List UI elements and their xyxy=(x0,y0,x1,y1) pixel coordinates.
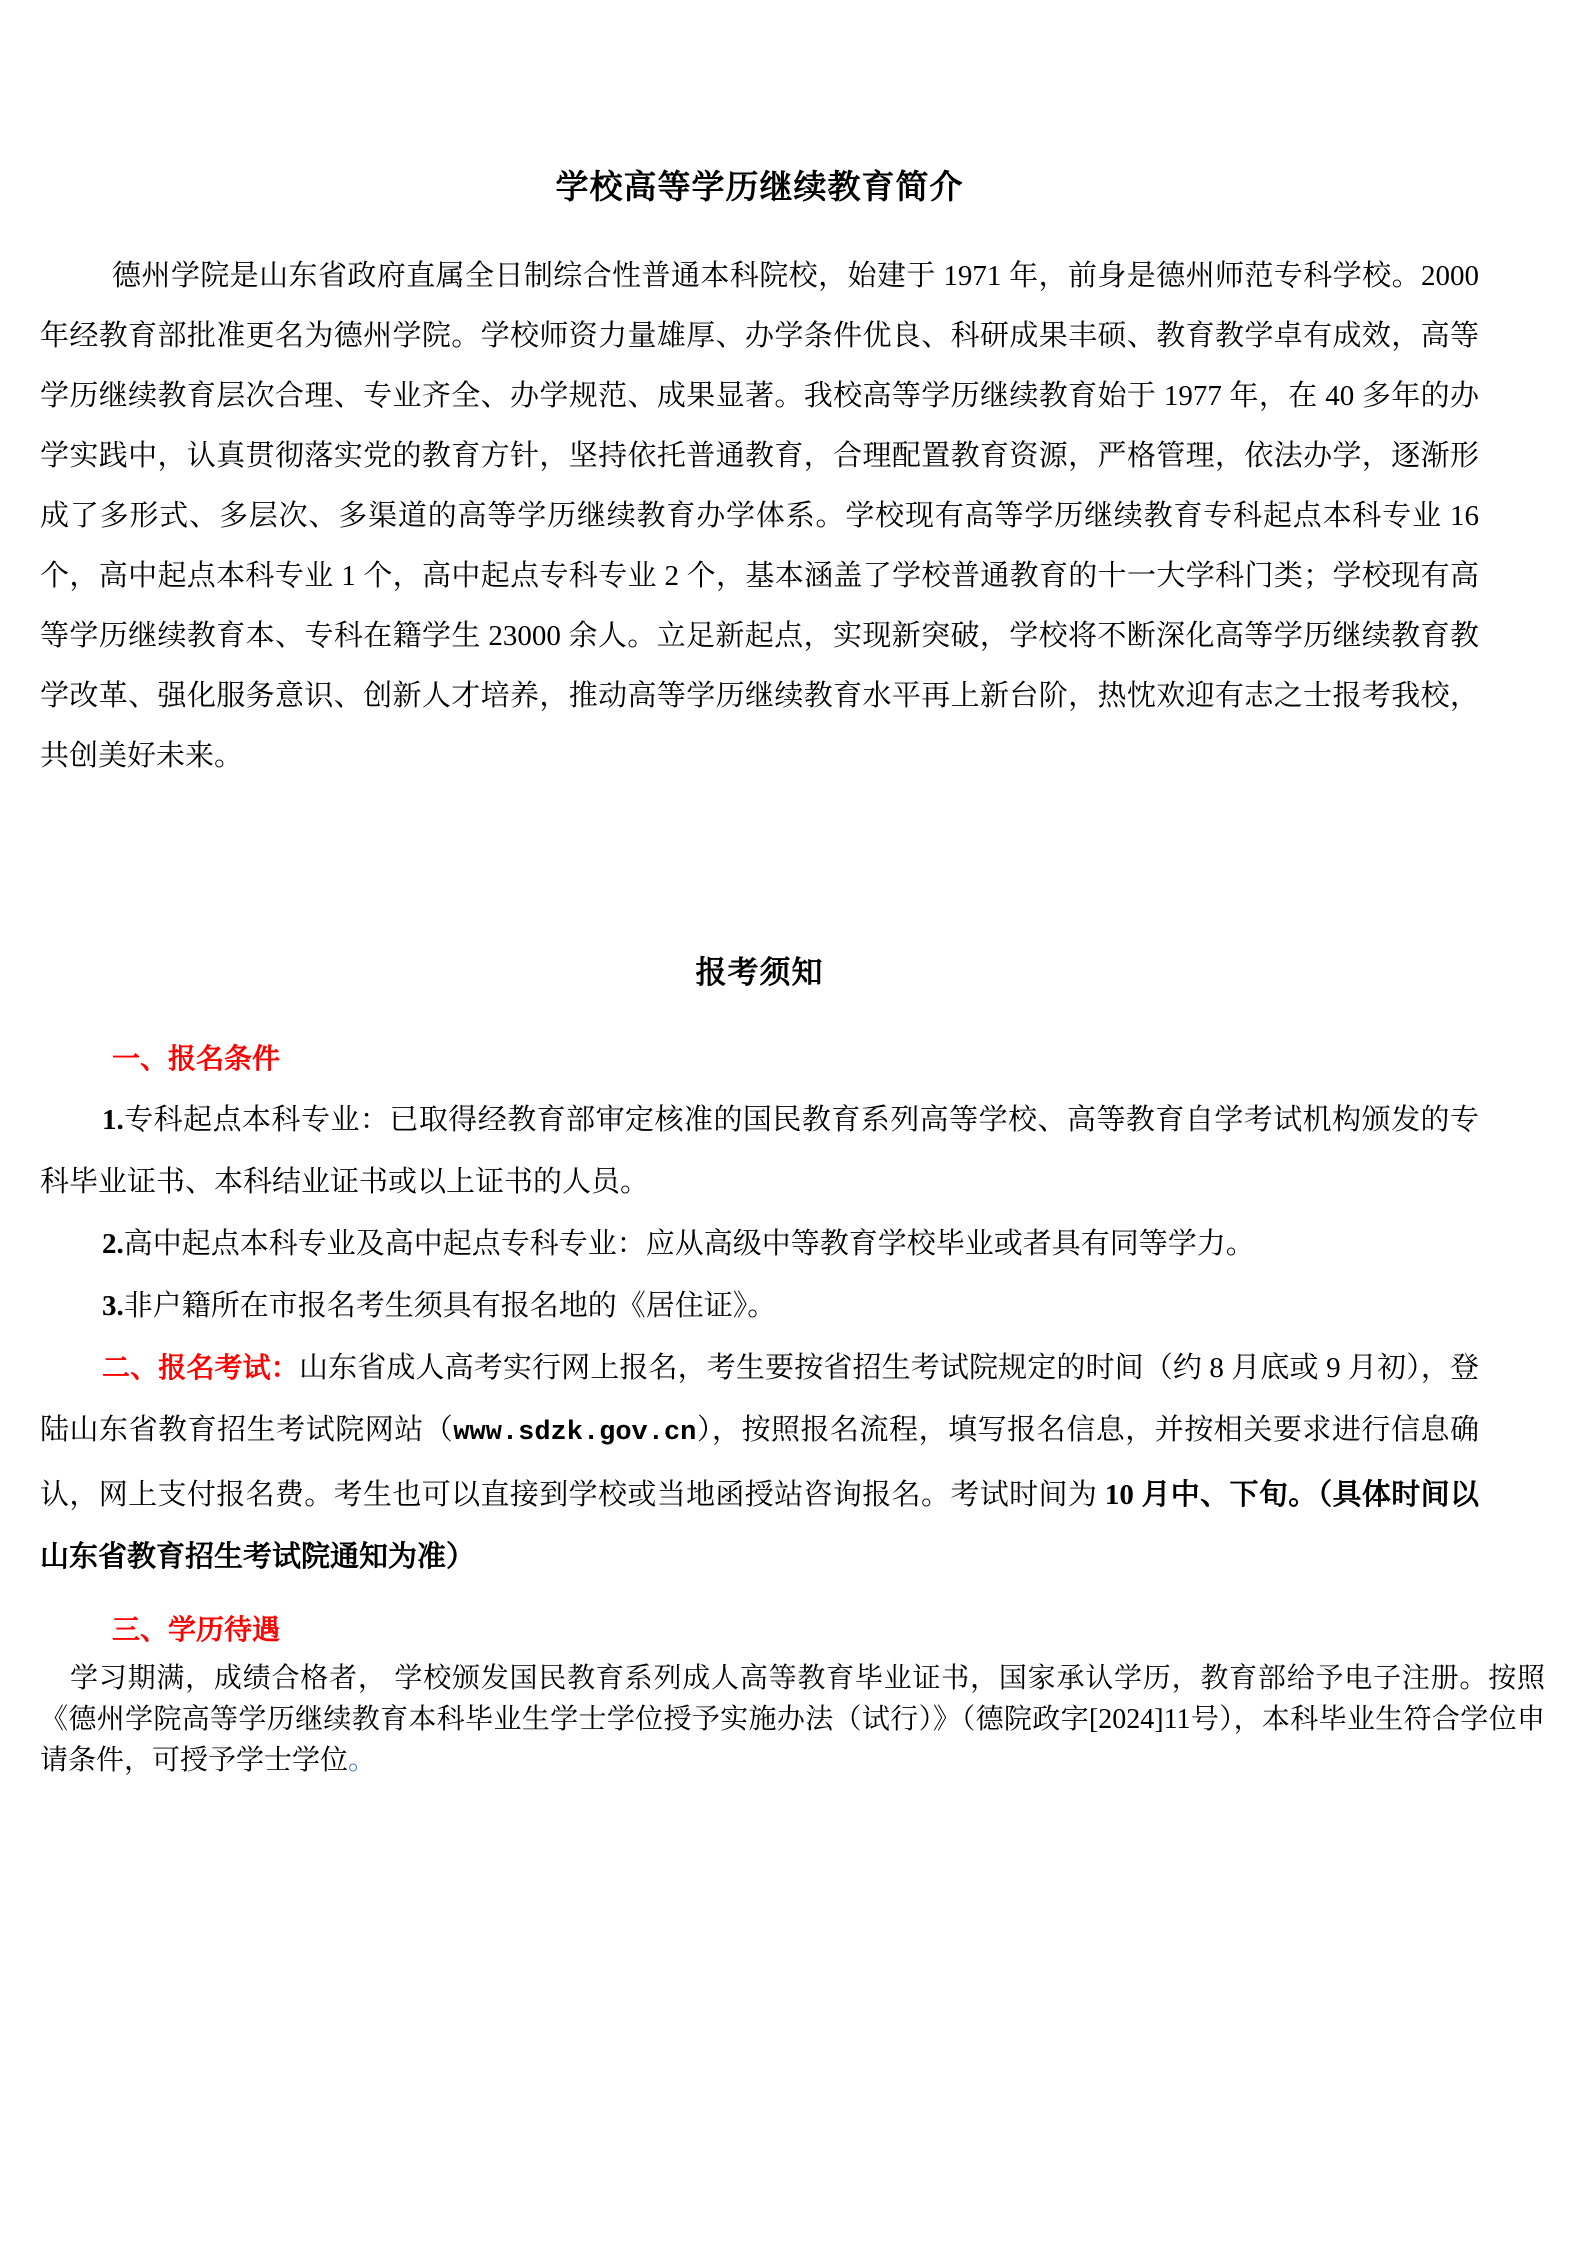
section1-heading: 一、报名条件 xyxy=(112,1043,281,1074)
section3-text: 学习期满，成绩合格者， 学校颁发国民教育系列成人高等教育毕业证书，国家承认学历，教育部给予电子注册。按照《德州学院高等学历继续教育本科毕业生学士学位授予实施办法（试行）》（德院政字[2024]11号），本科毕业生符合学位申请条件，可授予学士学位 xyxy=(40,1663,1545,1776)
condition-item-1 xyxy=(40,1089,1479,1213)
section2-paragraph xyxy=(40,1337,1479,1588)
notice-title: 报考须知 xyxy=(695,955,824,990)
item-3-text: 非户籍所在市报名考生须具有报名地的《居住证》。 xyxy=(123,1290,777,1322)
section3-paragraph xyxy=(40,1658,1545,1781)
notice-body xyxy=(40,1029,1545,1781)
document-title: 学校高等学历继续教育简介 xyxy=(555,170,964,206)
item-1-number: 1. xyxy=(102,1104,124,1136)
exam-time-bold-text: 10 月中、下旬。（具体时间以山东省教育招生考试院通知为准） xyxy=(40,1479,1479,1573)
condition-item-2 xyxy=(40,1213,1479,1275)
item-3-number: 3. xyxy=(102,1290,124,1322)
section3-final-period: 。 xyxy=(348,1745,377,1776)
item-1-text: 专科起点本科专业：已取得经教育部审定核准的国民教育系列高等学校、高等教育自学考试机构颁发的专科毕业证书、本科结业证书或以上证书的人员。 xyxy=(40,1104,1479,1198)
condition-item-3 xyxy=(40,1275,1479,1337)
website-url: www.sdzk.gov.cn xyxy=(453,1418,697,1448)
section2-heading: 二、报名考试： xyxy=(102,1352,299,1383)
item-2-number: 2. xyxy=(102,1228,124,1260)
item-2-text: 高中起点本科专业及高中起点专科专业：应从高级中等教育学校毕业或者具有同等学力。 xyxy=(123,1228,1255,1260)
intro-paragraph: 德州学院是山东省政府直属全日制综合性普通本科院校，始建于 1971 年，前身是德州师范专科学校。2000 年经教育部批准更名为德州学院。学校师资力量雄厚、办学条件优良、科研成果丰硕、教育教学卓有成效，高等学历继续教育层次合理、专业齐全、办学规范、成果显著。我校高等学历继续教育始于 1977 年，在 40 多年的办学实践中，认真贯彻落实党的教育方针，坚持依托普通教育，合理配置教育资源，严格管理，依法办学，逐渐形成了多形式、多层次、多渠道的高等学历继续教育办学体系。学校现有高等学历继续教育专科起点本科专业 16 个，高中起点本科专业 1 个，高中起点专科专业 2 个，基本涵盖了学校普通教育的十一大学科门类；学校现有高等学历继续教育本、专科在籍学生 23000 余人。立足新起点，实现新突破，学校将不断深化高等学历继续教育教学改革、强化服务意识、创新人才培养，推动高等学历继续教育水平再上新台阶，热忱欢迎有志之士报考我校，共创美好未来。 xyxy=(40,260,1479,772)
section2-text-mid: ），按照报名流程，填写报名信息，并按相关要求进行信息确认，网上支付报名费。考生也可以直接到学校或当地函授站咨询报名。考试时间为 xyxy=(40,1414,1479,1511)
section3-heading: 三、学历待遇 xyxy=(112,1614,281,1645)
section2-text-pre: 山东省成人高考实行网上报名，考生要按省招生考试院规定的时间（约 8 月底或 9 月初），登陆山东省教育招生考试院网站（ xyxy=(40,1352,1479,1446)
